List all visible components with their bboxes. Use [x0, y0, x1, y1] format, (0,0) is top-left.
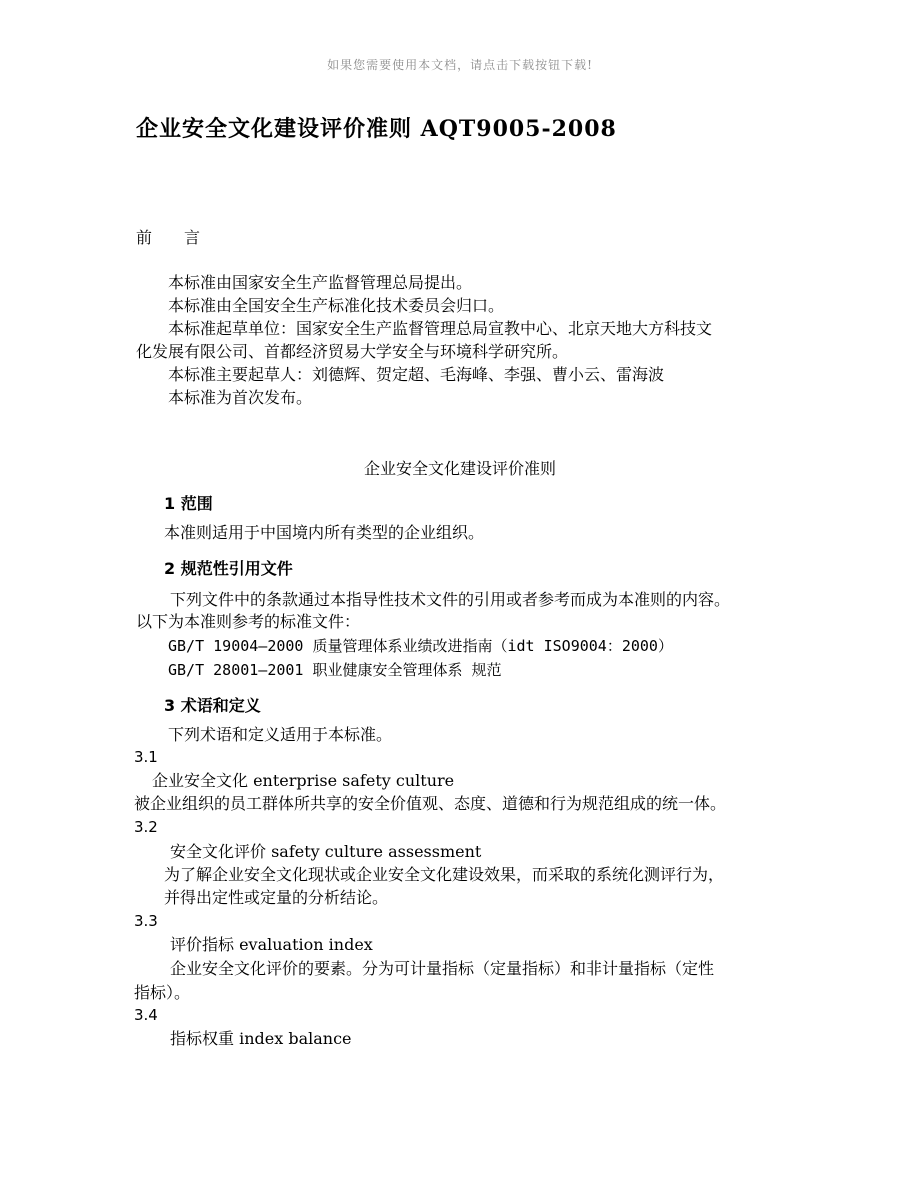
term-name: 企业安全文化 enterprise safety culture [152, 771, 455, 790]
term-name: 安全文化评价 safety culture assessment [170, 842, 482, 861]
document-title: 企业安全文化建设评价准则 AQT9005-2008 [136, 116, 617, 142]
clause-number: 3.3 [134, 912, 158, 930]
reference-standard: GB/T 28001—2001 职业健康安全管理体系 规范 [168, 661, 502, 679]
section-text: 本准则适用于中国境内所有类型的企业组织。 [164, 523, 485, 542]
foreword-line: 化发展有限公司、首都经济贸易大学安全与环境科学研究所。 [136, 342, 569, 361]
foreword-line: 本标准主要起草人：刘德辉、贺定超、毛海峰、李强、曹小云、雷海波 [168, 365, 665, 384]
term-definition: 企业安全文化评价的要素。分为可计量指标（定量指标）和非计量指标（定性 [170, 959, 715, 978]
section-text: 以下为本准则参考的标准文件： [136, 612, 361, 631]
term-definition: 并得出定性或定量的分析结论。 [164, 888, 389, 907]
foreword-line: 本标准为首次发布。 [168, 388, 313, 407]
download-notice: 如果您需要使用本文档，请点击下载按钮下载! [327, 58, 593, 72]
term-name: 指标权重 index balance [170, 1029, 352, 1048]
reference-standard: GB/T 19004—2000 质量管理体系业绩改进指南（idt ISO9004：2000） [168, 637, 673, 655]
clause-number: 3.2 [134, 818, 158, 836]
section-text: 下列文件中的条款通过本指导性技术文件的引用或者参考而成为本准则的内容。 [170, 590, 731, 609]
foreword-line: 本标准起草单位：国家安全生产监督管理总局宣教中心、北京天地大方科技文 [168, 319, 713, 338]
clause-number: 3.1 [134, 748, 158, 766]
clause-number: 3.4 [134, 1006, 158, 1024]
term-definition: 被企业组织的员工群体所共享的安全价值观、态度、道德和行为规范组成的统一体。 [134, 794, 727, 813]
section-heading: 1 范围 [164, 494, 213, 513]
standard-title: 企业安全文化建设评价准则 [363, 459, 556, 478]
foreword-heading: 前 言 [136, 228, 201, 247]
section-heading: 2 规范性引用文件 [164, 559, 293, 578]
term-definition: 为了解企业安全文化现状或企业安全文化建设效果，而采取的系统化测评行为， [164, 865, 725, 884]
foreword-line: 本标准由全国安全生产标准化技术委员会归口。 [168, 296, 505, 315]
section-heading: 3 术语和定义 [164, 696, 261, 715]
foreword-line: 本标准由国家安全生产监督管理总局提出。 [168, 273, 473, 292]
term-name: 评价指标 evaluation index [170, 935, 373, 954]
term-definition: 指标）。 [134, 983, 191, 1002]
section-text: 下列术语和定义适用于本标准。 [168, 725, 393, 744]
